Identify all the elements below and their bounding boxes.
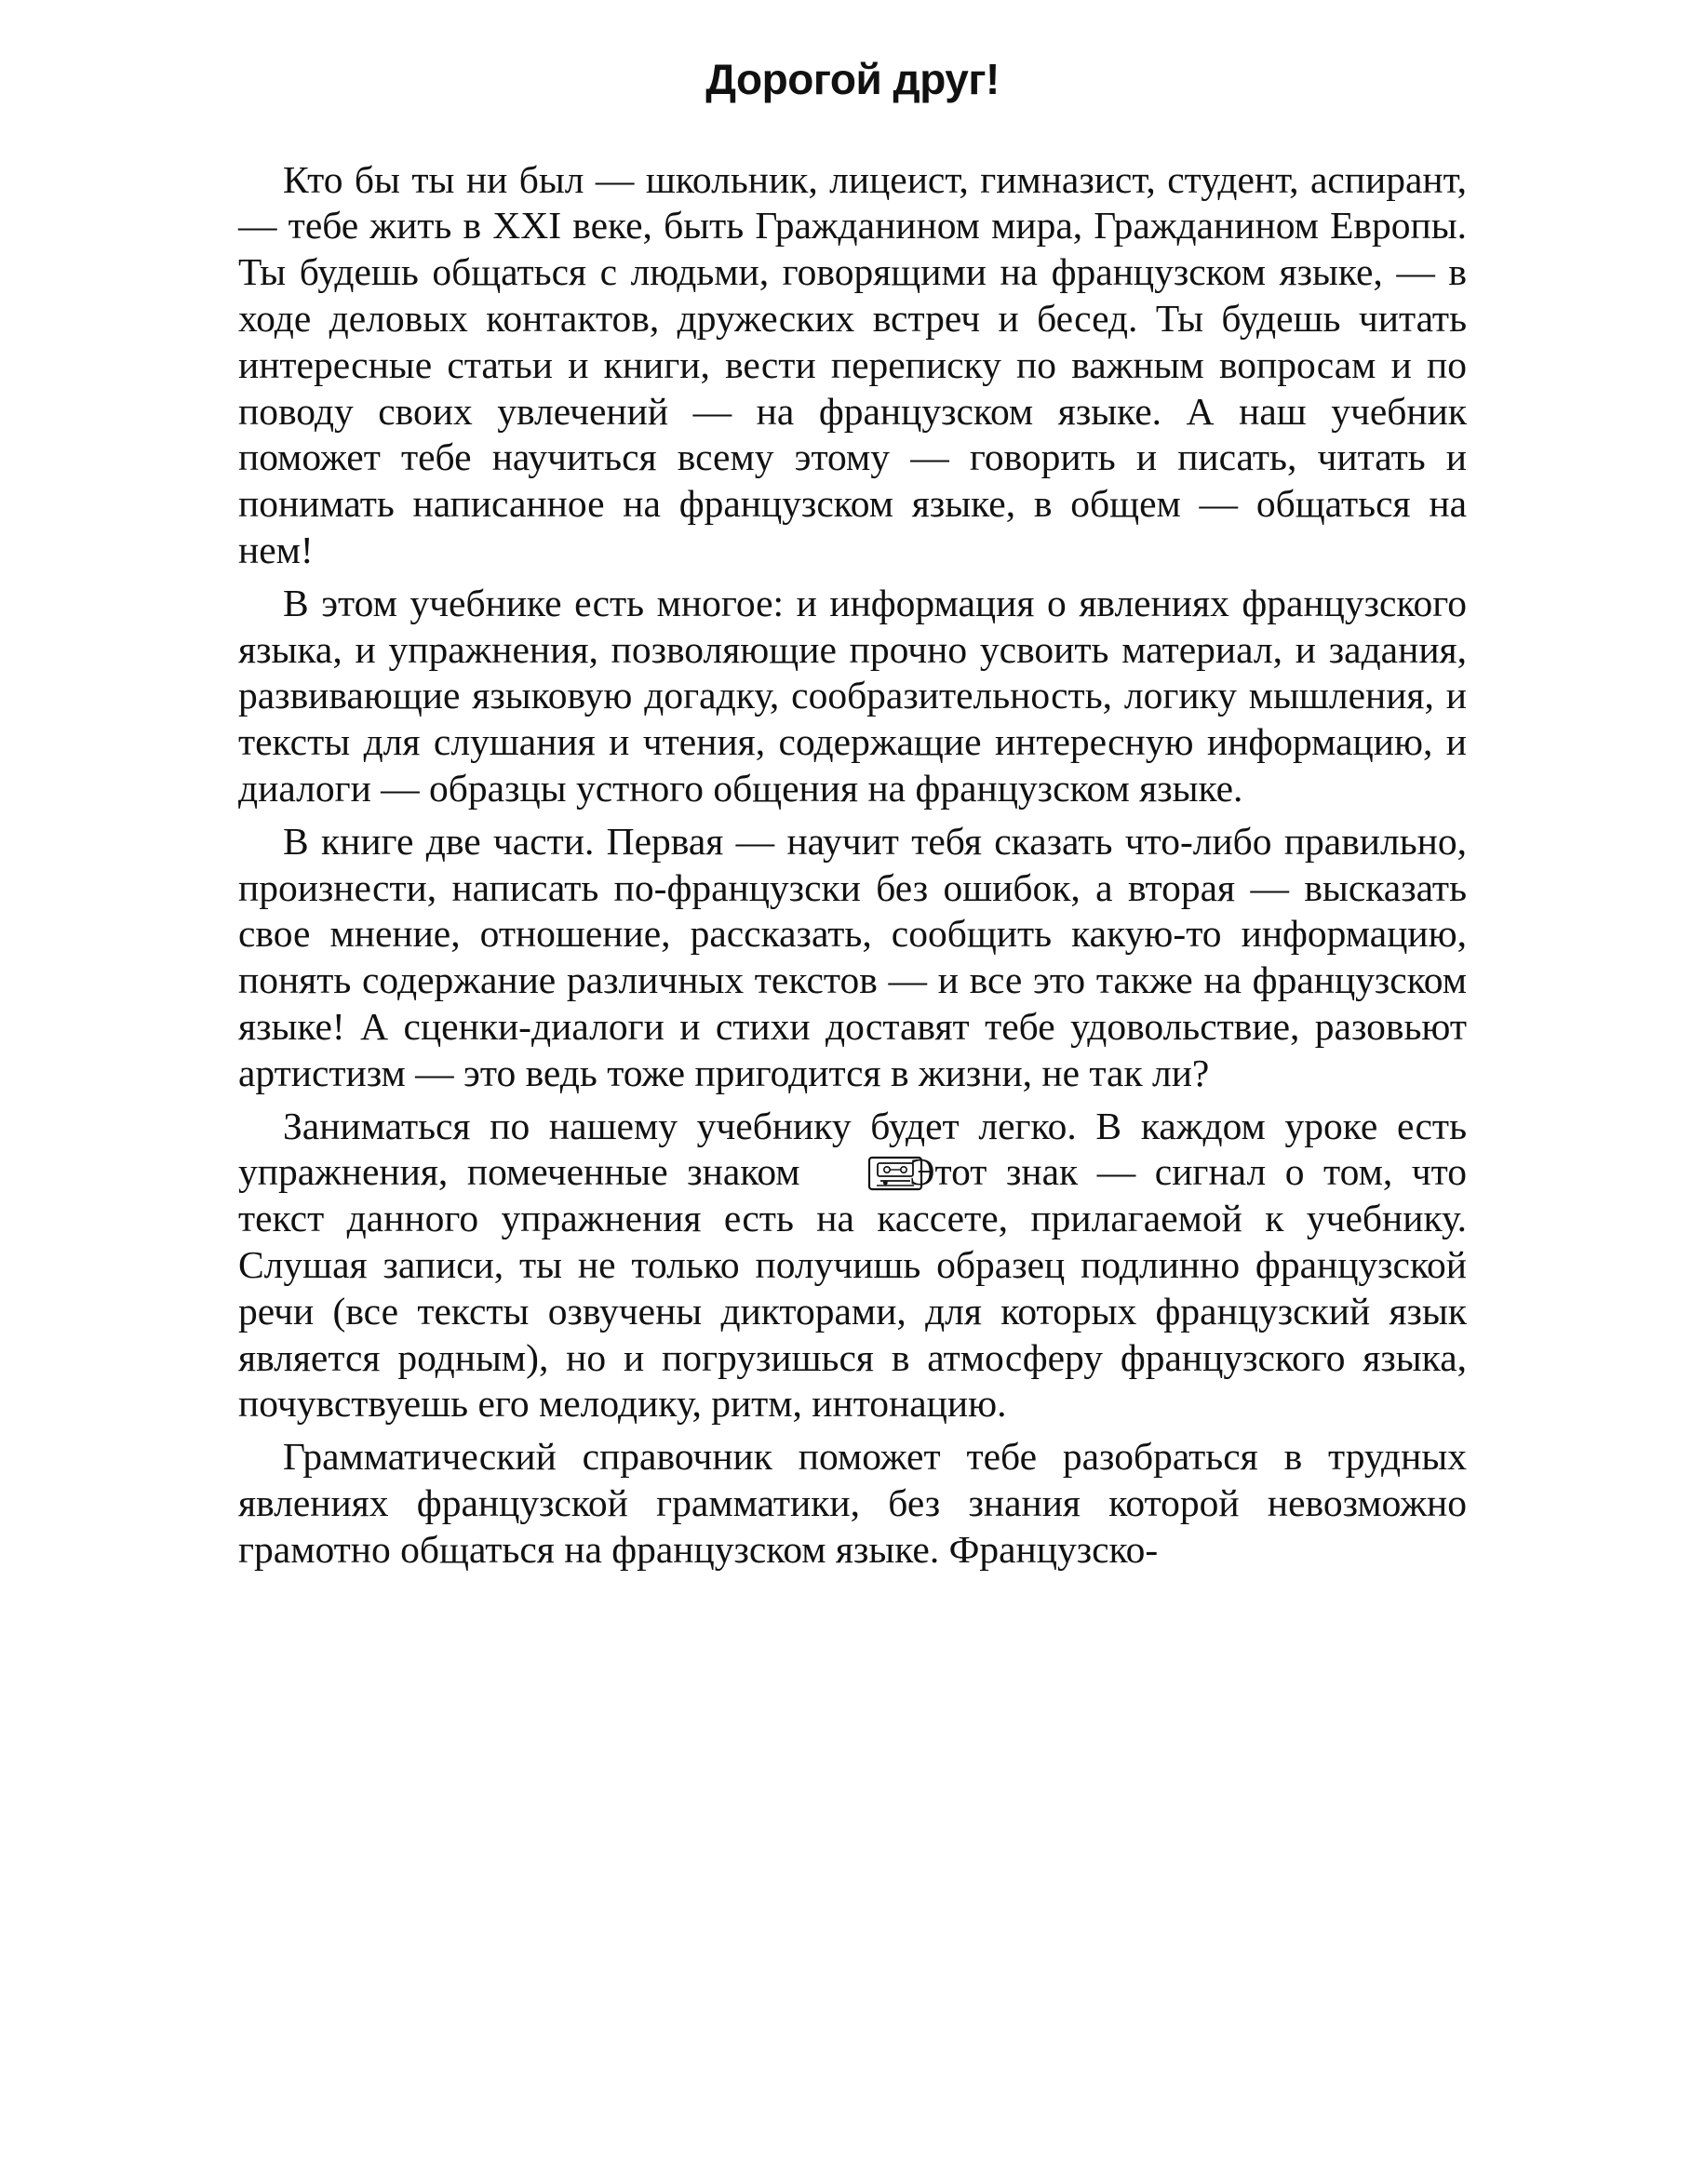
paragraph-5: Грамматический справочник поможет тебе разобраться в трудных явлениях французской грамматики, без знания которой невозможно грамотно общаться на французском языке. Французско-	[238, 1435, 1467, 1571]
paragraph-4-text-before-icon: Заниматься по нашему учебнику будет легко. В каждом уроке есть упражнения, помеченные знаком	[238, 1104, 1467, 1194]
paragraph-1: Кто бы ты ни был — школьник, лицеист, гимназист, студент, аспирант, — тебе жить в XXI веке, быть Гражданином мира, Гражданином Европы. Ты будешь общаться с людьми, говорящими на французском языке, — в ходе деловых контактов, дружеских встреч и бесед. Ты будешь читать интересные статьи и книги, вести переписку по важным вопросам и по поводу своих увлечений — на французском языке. А наш учебник поможет тебе научиться всему этому — говорить и писать, читать и понимать написанное на французском языке, в общем — общаться на нем!	[238, 157, 1467, 571]
paragraph-4	[238, 1104, 1467, 1428]
paragraph-4-text-after-icon: . Этот знак — сигнал о том, что текст данного упражнения есть на кассете, прилагаемой к учебнику. Слушая записи, ты не только получишь образец подлинно французской речи (все тексты озвучены дикторами, для которых французский язык является родным), но и погрузишься в атмосферу французского языка, почувствуешь его мелодику, ритм, интонацию.	[238, 1150, 1467, 1426]
paragraph-2: В этом учебнике есть многое: и информация о явлениях французского языка, и упражнения, позволяющие прочно усвоить материал, и задания, развивающие языковую догадку, сообразительность, логику мышления, и тексты для слушания и чтения, содержащие интересную информацию, и диалоги — образцы устного общения на французском языке.	[238, 581, 1467, 810]
paragraph-3: В книге две части. Первая — научит тебя сказать что-либо правильно, произнести, написать по-французски без ошибок, а вторая — высказать свое мнение, отношение, рассказать, сообщить какую-то информацию, понять содержание различных текстов — и все это также на французском языке! А сценки-диалоги и стихи доставят тебе удовольствие, разовьют артистизм — это ведь тоже пригодится в жизни, не так ли?	[238, 819, 1467, 1094]
page	[238, 56, 1467, 1580]
cassette-icon	[823, 1156, 879, 1191]
page-title: Дорогой друг!	[705, 55, 1000, 103]
